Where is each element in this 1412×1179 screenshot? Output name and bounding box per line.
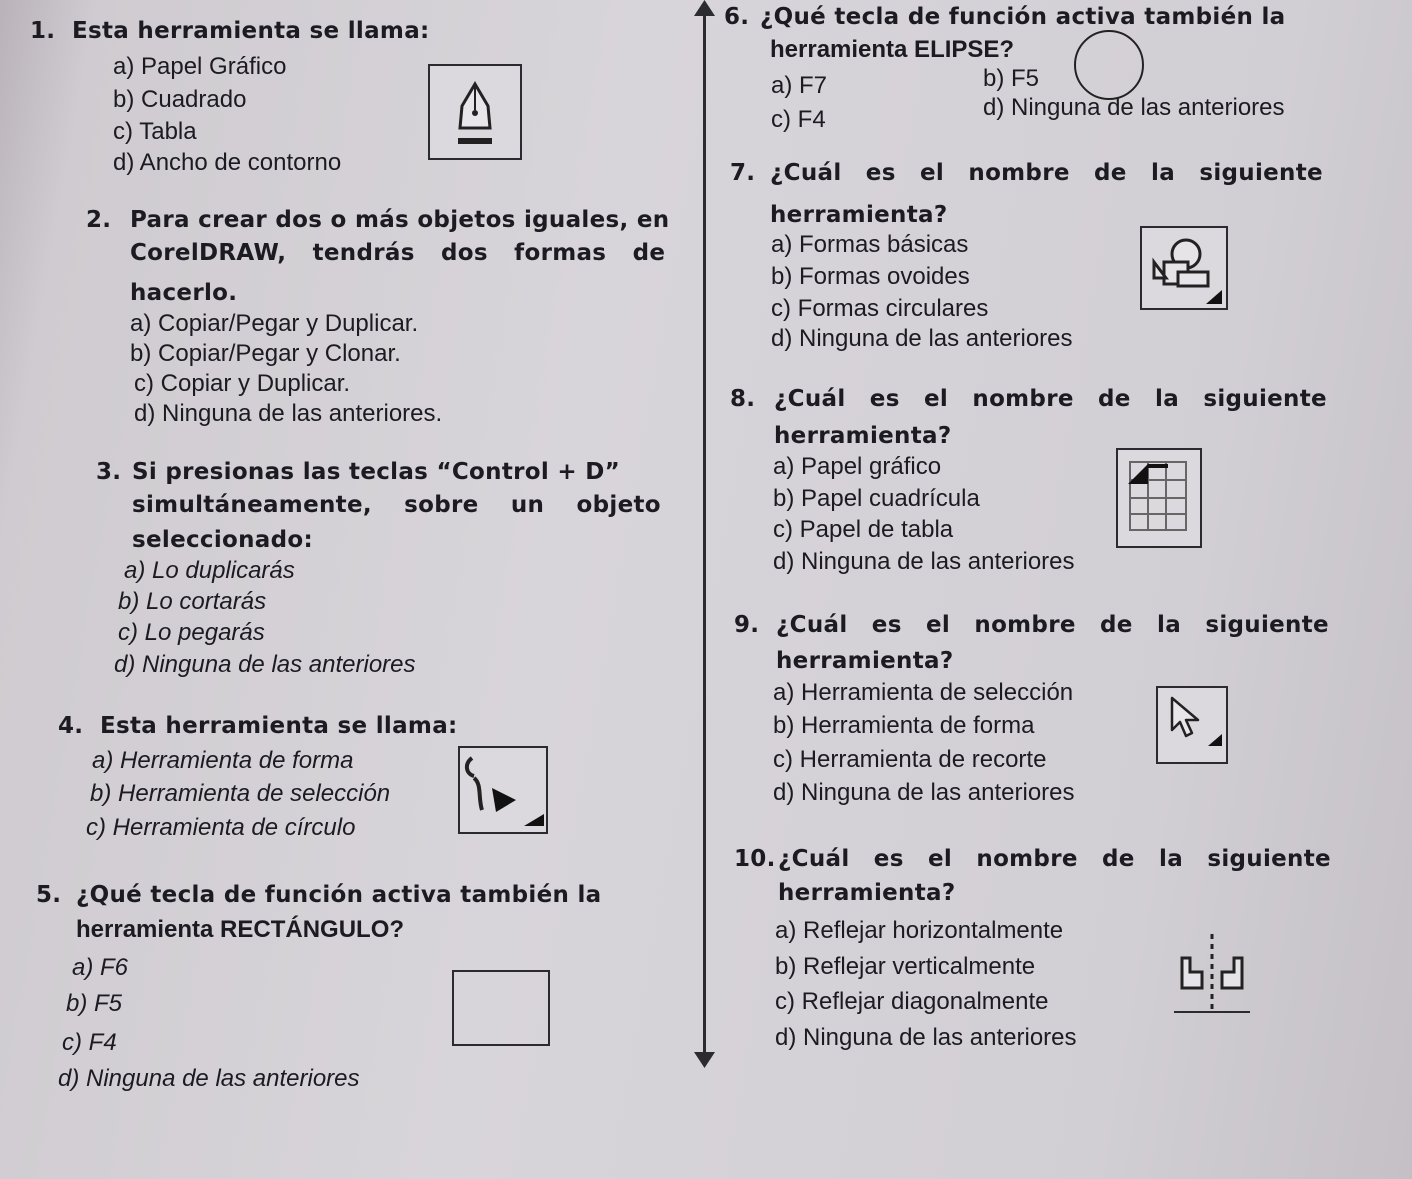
question-text: Esta herramienta se llama: bbox=[100, 713, 458, 739]
question-text-line-3: hacerlo. bbox=[130, 280, 238, 306]
question-number: 8. bbox=[730, 386, 756, 412]
option-c[interactable]: c) Formas circulares bbox=[771, 295, 989, 322]
option-b[interactable]: b) Copiar/Pegar y Clonar. bbox=[130, 340, 401, 367]
option-d[interactable]: d) Ninguna de las anteriores. bbox=[134, 400, 443, 427]
option-c[interactable]: c) Tabla bbox=[113, 118, 197, 145]
option-a[interactable]: a) Herramienta de selección bbox=[773, 679, 1074, 706]
pick-arrow-icon bbox=[1158, 688, 1226, 762]
question-text-line-1: ¿Cuál es el nombre de la siguiente bbox=[774, 386, 1327, 412]
option-c[interactable]: c) Lo pegarás bbox=[118, 619, 265, 646]
option-a[interactable]: a) Papel Gráfico bbox=[113, 53, 287, 80]
mirror-icon bbox=[1172, 926, 1252, 1014]
option-c[interactable]: c) F4 bbox=[62, 1029, 117, 1056]
option-c[interactable]: c) Copiar y Duplicar. bbox=[134, 370, 351, 397]
option-c[interactable]: c) F4 bbox=[771, 106, 826, 133]
option-d[interactable]: d) Ancho de contorno bbox=[113, 149, 342, 176]
option-b[interactable]: b) Herramienta de forma bbox=[773, 712, 1035, 739]
option-d[interactable]: d) Ninguna de las anteriores bbox=[114, 651, 416, 678]
ellipse-icon bbox=[1072, 28, 1146, 102]
option-a[interactable]: a) Copiar/Pegar y Duplicar. bbox=[130, 310, 419, 337]
pen-nib-icon bbox=[430, 66, 520, 158]
question-text-line-1: ¿Qué tecla de función activa también la bbox=[760, 4, 1286, 30]
option-b[interactable]: b) Formas ovoides bbox=[771, 263, 970, 290]
question-number: 10. bbox=[734, 846, 776, 872]
option-a[interactable]: a) Reflejar horizontalmente bbox=[775, 917, 1064, 944]
question-text: Esta herramienta se llama: bbox=[72, 18, 430, 44]
question-text-line-1: ¿Cuál es el nombre de la siguiente bbox=[778, 846, 1331, 872]
question-number: 2. bbox=[86, 207, 112, 233]
graph-paper-icon bbox=[1118, 450, 1200, 546]
question-text-line-2: herramienta RECTÁNGULO? bbox=[76, 916, 405, 943]
shape-tool-icon bbox=[460, 748, 546, 832]
basic-shapes-icon bbox=[1142, 228, 1226, 308]
question-text-line-2: herramienta? bbox=[778, 880, 956, 906]
option-b[interactable]: b) Reflejar verticalmente bbox=[775, 953, 1036, 980]
mirror-icon-frame bbox=[1172, 926, 1252, 1014]
option-a[interactable]: a) Formas básicas bbox=[771, 231, 969, 258]
option-a[interactable]: a) F6 bbox=[72, 954, 129, 981]
shape-tool-icon-frame bbox=[458, 746, 548, 834]
option-b[interactable]: b) Herramienta de selección bbox=[90, 780, 391, 807]
question-text-line-1: ¿Cuál es el nombre de la siguiente bbox=[770, 160, 1323, 186]
question-number: 9. bbox=[734, 612, 760, 638]
question-text-line-2: herramienta? bbox=[770, 202, 948, 228]
question-text-line-2: herramienta? bbox=[774, 423, 952, 449]
question-number: 5. bbox=[36, 882, 62, 908]
question-text-line-2: herramienta ELIPSE? bbox=[770, 36, 1015, 63]
arrow-up-icon bbox=[694, 0, 715, 16]
option-d[interactable]: d) Ninguna de las anteriores bbox=[771, 325, 1073, 352]
question-text-line-1: Para crear dos o más objetos iguales, en bbox=[130, 207, 670, 233]
option-a[interactable]: a) Papel gráfico bbox=[773, 453, 942, 480]
arrow-down-icon bbox=[694, 1052, 715, 1068]
option-b[interactable]: b) Lo cortarás bbox=[118, 588, 267, 615]
question-text-line-2: simultáneamente, sobre un objeto bbox=[132, 492, 661, 518]
pen-nib-icon-frame bbox=[428, 64, 522, 160]
basic-shapes-icon-frame bbox=[1140, 226, 1228, 310]
question-number: 1. bbox=[30, 18, 56, 44]
question-text-line-1: ¿Qué tecla de función activa también la bbox=[76, 882, 602, 908]
rectangle-icon bbox=[452, 970, 550, 1046]
option-a[interactable]: a) Lo duplicarás bbox=[124, 557, 295, 584]
graph-paper-icon-frame bbox=[1116, 448, 1202, 548]
option-c[interactable]: c) Herramienta de recorte bbox=[773, 746, 1047, 773]
option-a[interactable]: a) Herramienta de forma bbox=[92, 747, 354, 774]
option-b[interactable]: b) F5 bbox=[983, 65, 1040, 92]
option-c[interactable]: c) Papel de tabla bbox=[773, 516, 954, 543]
question-number: 6. bbox=[724, 4, 750, 30]
option-c[interactable]: c) Reflejar diagonalmente bbox=[775, 988, 1049, 1015]
option-a[interactable]: a) F7 bbox=[771, 72, 828, 99]
option-b[interactable]: b) Cuadrado bbox=[113, 86, 247, 113]
column-divider bbox=[703, 10, 706, 1055]
question-number: 4. bbox=[58, 713, 84, 739]
option-b[interactable]: b) F5 bbox=[66, 990, 123, 1017]
question-text-line-1: ¿Cuál es el nombre de la siguiente bbox=[776, 612, 1329, 638]
option-b[interactable]: b) Papel cuadrícula bbox=[773, 485, 980, 512]
question-text-line-3: seleccionado: bbox=[132, 527, 313, 553]
option-d[interactable]: d) Ninguna de las anteriores bbox=[58, 1065, 360, 1092]
question-text-line-2: herramienta? bbox=[776, 648, 954, 674]
question-text-line-2: CorelDRAW, tendrás dos formas de bbox=[130, 240, 666, 266]
option-c[interactable]: c) Herramienta de círculo bbox=[86, 814, 356, 841]
question-number: 7. bbox=[730, 160, 756, 186]
question-number: 3. bbox=[96, 459, 122, 485]
option-d[interactable]: d) Ninguna de las anteriores bbox=[773, 548, 1075, 575]
option-d[interactable]: d) Ninguna de las anteriores bbox=[983, 94, 1285, 121]
option-d[interactable]: d) Ninguna de las anteriores bbox=[773, 779, 1075, 806]
option-d[interactable]: d) Ninguna de las anteriores bbox=[775, 1024, 1077, 1051]
question-text-line-1: Si presionas las teclas “Control + D” bbox=[132, 459, 621, 485]
pick-arrow-icon-frame bbox=[1156, 686, 1228, 764]
